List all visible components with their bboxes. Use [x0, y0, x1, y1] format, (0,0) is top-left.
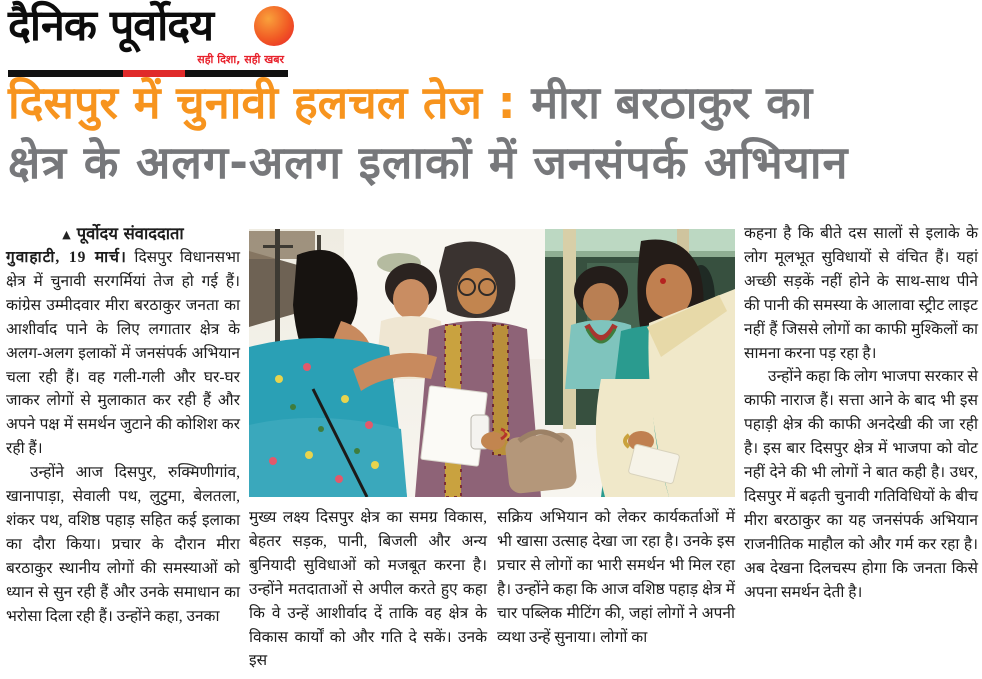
article-photo: [249, 229, 735, 497]
middle-section: [249, 222, 735, 678]
headline-block: [8, 76, 976, 190]
paragraph-2: उन्होंने आज दिसपुर, रुक्मिणीगांव, खानापाड़ा, सेवाली पथ, लुटुमा, बेलतला, शंकर पथ, वशिष्ठ पहाड़ सहित कई इलाका का दौरा किया। प्रचार के दौरान मीरा बरठाकुर स्थानीय लोगों की समस्याओं को ध्यान से सुन रही हैं और उनके समाधान का भरोसा दिला रही हैं। उन्होंने कहा, उनका: [6, 464, 240, 625]
headline-part-gray: मीरा बरठाकुर का: [515, 76, 813, 129]
byline: [6, 222, 240, 246]
handbag: [504, 432, 577, 495]
paragraph-3: मुख्य लक्ष्य दिसपुर क्षेत्र का समग्र विकास, बेहतर सड़क, पानी, बिजली और अन्य बुनियादी सुविधाओं को मजबूत करना है। उन्होंने मतदाताओं से अपील करते हुए कहा कि वे उन्हें आशीर्वाद दें ताकि वह क्षेत्र के विकास कार्यों को और गति दे सकें। उनके इस: [249, 509, 487, 670]
dateline: गुवाहाटी, 19 मार्च।: [6, 249, 127, 266]
paragraph-1-text: दिसपुर विधानसभा क्षेत्र में चुनावी सरगर्मियां तेज हो गई हैं। कांग्रेस उम्मीदवार मीरा बरठाकुर जनता का आशीर्वाद पाने के लिए लगातार क्षेत्र के अलग-अलग इलाकों में जनसंपर्क अभियान चला रही हैं। वह गली-गली और घर-घर जाकर लोगों से मुलाकात कर रही हैं और अपने पक्ष में समर्थन जुटाने की कोशिश कर रही हैं।: [6, 249, 240, 458]
column-4: [744, 222, 978, 678]
masthead: [8, 2, 288, 77]
paragraph-1: [6, 246, 240, 461]
headline-part-orange: दिसपुर में चुनावी हलचल तेज :: [8, 76, 516, 129]
column-2: [249, 506, 487, 673]
paragraph-5: कहना है कि बीते दस सालों से इलाके के लोग मूलभूत सुविधायों से वंचित हैं। यहां अच्छी सड़कें नहीं होने के साथ-साथ पीने की पानी की समस्या के आलावा स्ट्रीट लाइट नहीं हैं जिससे लोगों का काफी मुश्किलों का सामना करना पड़ रहा है।: [744, 225, 978, 362]
paragraph-6: उन्होंने कहा कि लोग भाजपा सरकार से काफी नाराज हैं। सत्ता आने के बाद भी इस पहाड़ी क्षेत्र की काफी अनदेखी की जा रही है। इस बार दिसपुर क्षेत्र में भाजपा को वोट नहीं देने की भी लोगों ने बात कही है। उधर, दिसपुर में बढ़ती चुनावी गतिविधियों के बीच मीरा बरठाकुर का यह जनसंपर्क अभियान राजनीतिक माहौल को और गर्म कर रहा है। अब देखना दिलचस्प होगा कि जनता किसे अपना समर्थन देती है।: [744, 368, 978, 601]
column-1: [6, 222, 240, 678]
headline-line1: [8, 76, 976, 130]
headline-line2: क्षेत्र के अलग-अलग इलाकों में जनसंपर्क अभियान: [8, 136, 849, 189]
middle-columns: [249, 506, 735, 673]
masthead-tagline: सही दिशा, सही खबर: [197, 53, 284, 67]
byline-text: पूर्वोदय संवाददाता: [76, 224, 184, 243]
column-3: [497, 506, 735, 673]
paragraph-4: सक्रिय अभियान को लेकर कार्यकर्ताओं में भी खासा उत्साह देखा जा रहा है। उनके इस प्रचार से लोगों का भारी समर्थन भी मिल रहा है। उन्होंने कहा कि आज वशिष्ठ पहाड़ क्षेत्र में चार पब्लिक मीटिंग की, जहां लोगों ने अपनी व्यथा उन्हें सुनाया। लोगों का: [497, 509, 735, 646]
triangle-icon: ▲: [62, 227, 71, 241]
masthead-title: दैनिक पूर्वोदय: [8, 1, 214, 51]
article-body: [6, 222, 978, 678]
